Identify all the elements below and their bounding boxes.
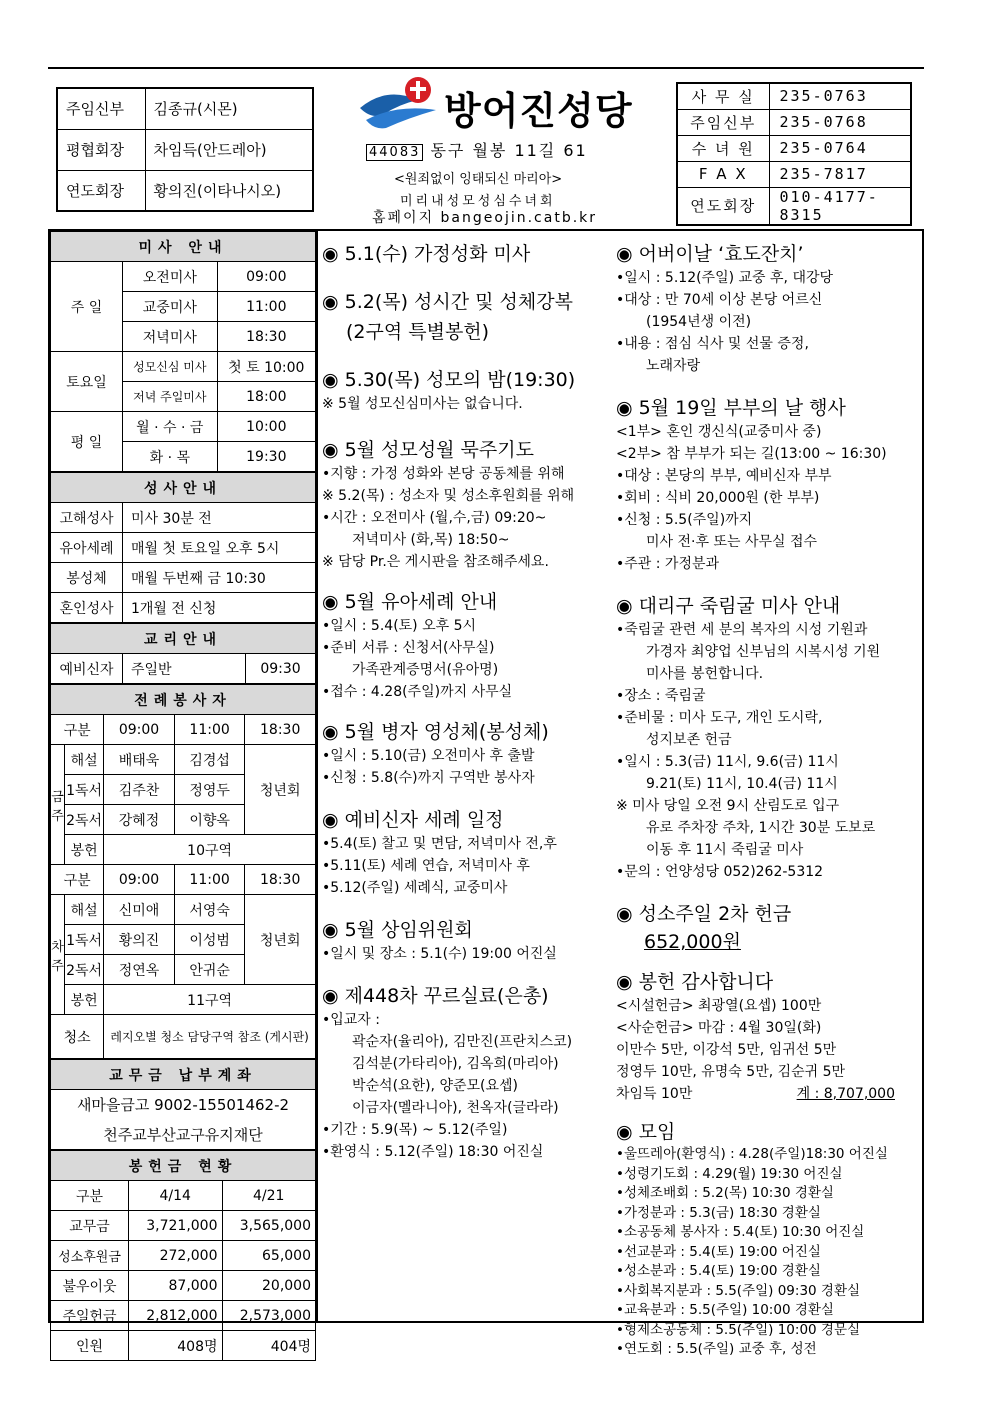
notice-title: ◉ 5월 병자 영성체(봉성체) — [322, 721, 549, 743]
notice-line: •시간 : 오전미사 (월,수,금) 09:20~ — [322, 510, 547, 526]
role: 1독서 — [65, 775, 104, 805]
notice-line: ※ 5.2(목) : 성소자 및 성소후원회를 위해 — [322, 488, 575, 504]
mass-name: 교중미사 — [123, 292, 218, 322]
offering-zone: 11구역 — [104, 985, 316, 1015]
role: 해설 — [65, 745, 104, 775]
week-label: 차주 — [51, 895, 65, 1015]
notice-line: •일시 : 5.12(주일) 교중 후, 대강당 — [616, 270, 834, 286]
phone-label: 수 녀 원 — [677, 135, 769, 161]
notice-section — [322, 589, 602, 703]
notice-line: •접수 : 4.28(주일)까지 사무실 — [322, 684, 513, 700]
notice-line: •성령기도회 : 4.29(월) 19:30 어진실 — [616, 1165, 843, 1182]
notice-amount: 652,000원 — [644, 931, 741, 953]
mass-time: 11:00 — [217, 292, 315, 322]
left-column — [50, 231, 318, 1355]
sacrament-name: 고해성사 — [51, 503, 123, 533]
account-title: 교무금 납부계좌 — [51, 1060, 316, 1090]
server: 서영숙 — [174, 895, 245, 925]
servers-head: 구분 — [51, 865, 104, 895]
server: 안귀순 — [174, 955, 245, 985]
right-column — [616, 231, 921, 1360]
mass-time: 09:00 — [217, 262, 315, 292]
mass-name: 화 · 목 — [123, 442, 218, 472]
role: 주임신부 — [57, 88, 145, 129]
phone-label: 사 무 실 — [677, 83, 769, 109]
notice-line: •입교자 : — [322, 1012, 380, 1028]
mass-title: 미사 안내 — [51, 232, 316, 262]
notice-line: •울뜨레아(환영식) : 4.28(주일)18:30 어진실 — [616, 1146, 888, 1162]
doctrine-title: 교리안내 — [51, 624, 316, 654]
mass-name: 저녁 주일미사 — [123, 382, 218, 412]
server: 이성범 — [174, 925, 245, 955]
notice-line: •신청 : 5.8(수)까지 구역반 봉사자 — [322, 770, 535, 786]
notice-line: •가정분과 : 5.3(금) 18:30 경환실 — [616, 1204, 821, 1221]
notice-line: 미사를 봉헌합니다. — [646, 666, 764, 682]
phone-number: 010-4177-8315 — [769, 187, 911, 225]
notice-line: <2부> 참 부부가 되는 길(13:00 ~ 16:30) — [616, 446, 887, 462]
servers-head: 18:30 — [245, 865, 316, 895]
notice-line: <1부> 혼인 갱신식(교중미사 중) — [616, 424, 822, 440]
notice-section — [322, 719, 602, 789]
server: 이향옥 — [174, 805, 245, 835]
offering-head: 4/21 — [222, 1181, 316, 1211]
postal-code: 44083 — [366, 144, 423, 161]
account-table — [50, 1059, 316, 1150]
notice-section — [616, 593, 921, 883]
sacrament-name: 유아세례 — [51, 533, 123, 563]
offering-head: 4/14 — [129, 1181, 223, 1211]
server: 정영두 — [174, 775, 245, 805]
offering-value: 3,565,000 — [222, 1211, 316, 1241]
notice-line: <시설헌금> 최광열(요셉) 100만 — [616, 998, 822, 1014]
notice-line: •준비물 : 미사 도구, 개인 도시락, — [616, 710, 823, 726]
mass-name: 저녁미사 — [123, 322, 218, 352]
server: 배태욱 — [104, 745, 175, 775]
notice-line: •대상 : 본당의 부부, 예비신자 부부 — [616, 468, 832, 484]
notice-section — [616, 969, 921, 1105]
mass-time: 첫 토 10:00 — [217, 352, 315, 382]
notice-line: •일시 : 5.3(금) 11시, 9.6(금) 11시 — [616, 754, 839, 770]
mass-name: 오전미사 — [123, 262, 218, 292]
mass-time: 18:30 — [217, 322, 315, 352]
notice-title: ◉ 제448차 꾸르실료(은총) — [322, 985, 549, 1007]
sacrament-table — [50, 472, 316, 623]
notice-line: •지향 : 가정 성화와 본당 공동체를 위해 — [322, 466, 565, 482]
notice-section — [616, 395, 921, 575]
offering-item: 교무금 — [51, 1211, 129, 1241]
notice-line: 차임득 10만 — [616, 1086, 693, 1102]
address — [366, 138, 588, 161]
notice-line: (1954년생 이전) — [646, 314, 752, 330]
notice-line: •성소분과 : 5.4(토) 19:00 경환실 — [616, 1263, 821, 1279]
notice-section — [322, 983, 602, 1163]
offering-label: 봉헌 — [65, 985, 104, 1015]
week-label: 금주 — [51, 745, 65, 865]
notice-line: 이동 후 11시 죽림굴 미사 — [646, 842, 804, 858]
notice-line: •죽림굴 관련 세 분의 복자의 시성 기원과 — [616, 622, 868, 638]
offering-value: 404명 — [222, 1331, 316, 1361]
cleaning-label: 청소 — [51, 1015, 104, 1059]
notice-title: ◉ 모임 — [616, 1121, 676, 1143]
notice-line: 가경자 최양업 신부님의 시복시성 기원 — [646, 644, 881, 660]
notice-line: •연도회 : 5.5(주일) 교중 후, 성전 — [616, 1341, 817, 1357]
notice-section — [616, 1119, 921, 1360]
notice-line: •일시 : 5.4(토) 오후 5시 — [322, 618, 477, 634]
offering-value: 2,812,000 — [129, 1301, 223, 1331]
notice-line: 김석분(가타리아), 김옥희(마리아) — [352, 1056, 559, 1072]
offering-item: 주일헌금 — [51, 1301, 129, 1331]
notice-line: •대상 : 만 70세 이상 본당 어르신 — [616, 292, 823, 308]
notice-title: ◉ 봉헌 감사합니다 — [616, 971, 774, 993]
notice-line: •내용 : 점심 식사 및 선물 증정, — [616, 336, 809, 352]
notice-title-2: (2구역 특별봉헌) — [346, 321, 490, 343]
sacrament-name: 봉성체 — [51, 563, 123, 593]
doctrine-name: 예비신자 — [51, 654, 123, 684]
notice-line: •기간 : 5.9(목) ~ 5.12(주일) — [322, 1122, 508, 1138]
offering-head: 구분 — [51, 1181, 129, 1211]
notice-section — [616, 901, 921, 955]
role: 2독서 — [65, 805, 104, 835]
notice-title: ◉ 대리구 죽림굴 미사 안내 — [616, 595, 841, 617]
notice-title: ◉ 5.1(수) 가정성화 미사 — [322, 243, 531, 265]
servers-head: 11:00 — [174, 715, 245, 745]
notice-line: 9.21(토) 11시, 10.4(금) 11시 — [646, 776, 838, 792]
notice-line: ※ 담당 Pr.은 게시판을 참조해주세요. — [322, 554, 549, 570]
mass-time: 19:30 — [217, 442, 315, 472]
notice-section — [322, 289, 602, 345]
notice-section — [322, 437, 602, 573]
phone-number: 235-0764 — [769, 135, 911, 161]
account-number: 새마을금고 9002-15501462-2 — [51, 1090, 316, 1120]
servers-head: 18:30 — [245, 715, 316, 745]
mass-time: 10:00 — [217, 412, 315, 442]
motto: <원죄없이 잉태되신 마리아> — [394, 172, 563, 187]
youth: 청년회 — [245, 745, 316, 835]
notice-title: ◉ 성소주일 2차 헌금 — [616, 903, 792, 925]
phone-number: 235-0768 — [769, 109, 911, 135]
notice-section — [616, 241, 921, 377]
name: 김종규(시몬) — [145, 88, 313, 129]
servers-head: 11:00 — [174, 865, 245, 895]
church-logo — [356, 74, 656, 134]
role: 평협회장 — [57, 129, 145, 170]
server: 신미애 — [104, 895, 175, 925]
sacrament-info: 매월 두번째 금 10:30 — [123, 563, 316, 593]
servers-table — [50, 684, 316, 1059]
notice-line: •주관 : 가정분과 — [616, 556, 720, 572]
day: 평 일 — [51, 412, 123, 472]
server: 황의진 — [104, 925, 175, 955]
top-rule — [48, 67, 924, 69]
notice-line: •회비 : 식비 20,000원 (한 부부) — [616, 490, 820, 506]
notice-title: ◉ 5.30(목) 성모의 밤(19:30) — [322, 369, 576, 391]
notice-section — [322, 367, 602, 415]
homepage: 홈페이지 bangeojin.catb.kr — [372, 210, 598, 226]
name: 차임득(안드레아) — [145, 129, 313, 170]
notice-title: ◉ 5.2(목) 성시간 및 성체강복 — [322, 291, 573, 313]
notice-section — [322, 917, 602, 965]
account-holder: 천주교부산교구유지재단 — [51, 1120, 316, 1150]
sacrament-info: 매월 첫 토요일 오후 5시 — [123, 533, 316, 563]
doctrine-table — [50, 623, 316, 684]
offering-value: 2,573,000 — [222, 1301, 316, 1331]
role: 1독서 — [65, 925, 104, 955]
sacrament-title: 성사안내 — [51, 473, 316, 503]
day: 주 일 — [51, 262, 123, 352]
notice-line: 유로 주차장 주차, 1시간 30분 도보로 — [646, 820, 876, 836]
sacrament-info: 미사 30분 전 — [123, 503, 316, 533]
offering-label: 봉헌 — [65, 835, 104, 865]
doctrine-class: 주일반 — [123, 654, 246, 684]
notice-line: ※ 미사 당일 오전 9시 산림도로 입구 — [616, 798, 840, 814]
servers-title: 전례봉사자 — [51, 685, 316, 715]
notice-line: •준비 서류 : 신청서(사무실) — [322, 640, 495, 656]
notice-title: ◉ 5월 성모성월 묵주기도 — [322, 439, 534, 461]
notice-line: ※ 5월 성모신심미사는 없습니다. — [322, 396, 523, 412]
middle-column — [322, 231, 602, 1163]
notice-section — [322, 807, 602, 899]
notice-line: •선교분과 : 5.4(토) 19:00 어진실 — [616, 1243, 821, 1260]
offering-value: 65,000 — [222, 1241, 316, 1271]
address-text: 동구 월봉 11길 61 — [430, 141, 588, 160]
notice-line: •문의 : 언양성당 052)262-5312 — [616, 864, 824, 880]
notice-line: 이만수 5만, 이강석 5만, 임귀선 5만 — [616, 1042, 837, 1058]
notice-line: •형제소공동체 : 5.5(주일) 10:00 경문실 — [616, 1321, 861, 1338]
notice-line: •성체조배회 : 5.2(목) 10:30 경환실 — [616, 1185, 834, 1201]
notice-line: 성지보존 헌금 — [646, 732, 732, 748]
offering-item: 인원 — [51, 1331, 129, 1361]
day: 토요일 — [51, 352, 123, 412]
offering-total: 계 : 8,707,000 — [796, 1086, 895, 1102]
notice-line: •신청 : 5.5(주일)까지 — [616, 512, 753, 528]
youth: 청년회 — [245, 895, 316, 985]
notice-line: •사회복지분과 : 5.5(주일) 09:30 경환실 — [616, 1282, 861, 1299]
offering-value: 272,000 — [129, 1241, 223, 1271]
notice-line: •장소 : 죽림굴 — [616, 688, 706, 704]
notice-line: 곽순자(율리아), 김만진(프란치스코) — [352, 1034, 573, 1050]
role: 해설 — [65, 895, 104, 925]
sacrament-name: 혼인성사 — [51, 593, 123, 623]
offering-value: 87,000 — [129, 1271, 223, 1301]
notice-title: ◉ 5월 19일 부부의 날 행사 — [616, 397, 846, 419]
servers-head: 09:00 — [104, 715, 175, 745]
mass-table — [50, 231, 316, 472]
server: 정연옥 — [104, 955, 175, 985]
phone-label: 주임신부 — [677, 109, 769, 135]
server: 김경섭 — [174, 745, 245, 775]
phone-number: 235-0763 — [769, 83, 911, 109]
clergy-table — [56, 87, 314, 212]
offering-title: 봉헌금 현황 — [51, 1151, 316, 1181]
notice-line: •환영식 : 5.12(주일) 18:30 어진실 — [322, 1144, 544, 1160]
servers-head: 구분 — [51, 715, 104, 745]
logo-icon — [356, 74, 442, 134]
server: 강혜정 — [104, 805, 175, 835]
offering-item: 성소후원금 — [51, 1241, 129, 1271]
notice-title: ◉ 5월 상임위원회 — [322, 919, 473, 941]
notice-line: <사순헌금> 마감 : 4월 30일(화) — [616, 1020, 822, 1036]
notice-line: 미사 전·후 또는 사무실 접수 — [646, 534, 818, 550]
notice-title: ◉ 예비신자 세례 일정 — [322, 809, 504, 831]
phone-number: 235-7817 — [769, 161, 911, 187]
offering-value: 3,721,000 — [129, 1211, 223, 1241]
role: 연도회장 — [57, 170, 145, 211]
notice-line: 정영두 10만, 유명숙 5만, 김순귀 5만 — [616, 1064, 846, 1080]
notice-line: 박순석(요한), 양준모(요셉) — [352, 1078, 518, 1094]
offering-table — [50, 1150, 316, 1361]
doctrine-time: 09:30 — [246, 654, 316, 684]
phone-table — [676, 82, 912, 226]
phone-label: F A X — [677, 161, 769, 187]
notice-line: •일시 및 장소 : 5.1(수) 19:00 어진실 — [322, 946, 557, 962]
offering-item: 불우이웃 — [51, 1271, 129, 1301]
offering-zone: 10구역 — [104, 835, 316, 865]
notice-title: ◉ 어버이날 ‘효도잔치’ — [616, 243, 804, 265]
notice-line: •교육분과 : 5.5(주일) 10:00 경환실 — [616, 1302, 834, 1318]
notice-line: 저녁미사 (화,목) 18:50~ — [352, 532, 510, 548]
sacrament-info: 1개월 전 신청 — [123, 593, 316, 623]
cleaning-info: 레지오별 청소 담당구역 참조 (게시판) — [104, 1015, 316, 1059]
notice-line: •5.4(토) 찰고 및 면담, 저녁미사 전,후 — [322, 836, 557, 852]
notice-line: 이금자(멜라니아), 천옥자(글라라) — [352, 1100, 559, 1116]
server: 김주찬 — [104, 775, 175, 805]
bulletin-body — [48, 229, 924, 1357]
notice-line: 노래자랑 — [646, 358, 701, 374]
mass-name: 성모신심 미사 — [123, 352, 218, 382]
notice-title: ◉ 5월 유아세례 안내 — [322, 591, 498, 613]
name: 황의진(이타나시오) — [145, 170, 313, 211]
phone-label: 연도회장 — [677, 187, 769, 225]
notice-line: •5.12(주일) 세례식, 교중미사 — [322, 880, 508, 896]
sisters: 미리내성모성심수녀회 — [400, 194, 556, 209]
notice-line: •5.11(토) 세례 연습, 저녁미사 후 — [322, 858, 530, 874]
offering-value: 408명 — [129, 1331, 223, 1361]
notice-line: •소공동체 봉사자 : 5.4(토) 10:30 어진실 — [616, 1224, 865, 1240]
notice-line: •일시 : 5.10(금) 오전미사 후 출발 — [322, 748, 535, 764]
mass-time: 18:00 — [217, 382, 315, 412]
notice-line: 가족관계증명서(유아명) — [352, 662, 499, 678]
offering-value: 20,000 — [222, 1271, 316, 1301]
notice-section — [322, 241, 602, 267]
role: 2독서 — [65, 955, 104, 985]
church-name: 방어진성당 — [444, 89, 633, 133]
servers-head: 09:00 — [104, 865, 175, 895]
mass-name: 월 · 수 · 금 — [123, 412, 218, 442]
